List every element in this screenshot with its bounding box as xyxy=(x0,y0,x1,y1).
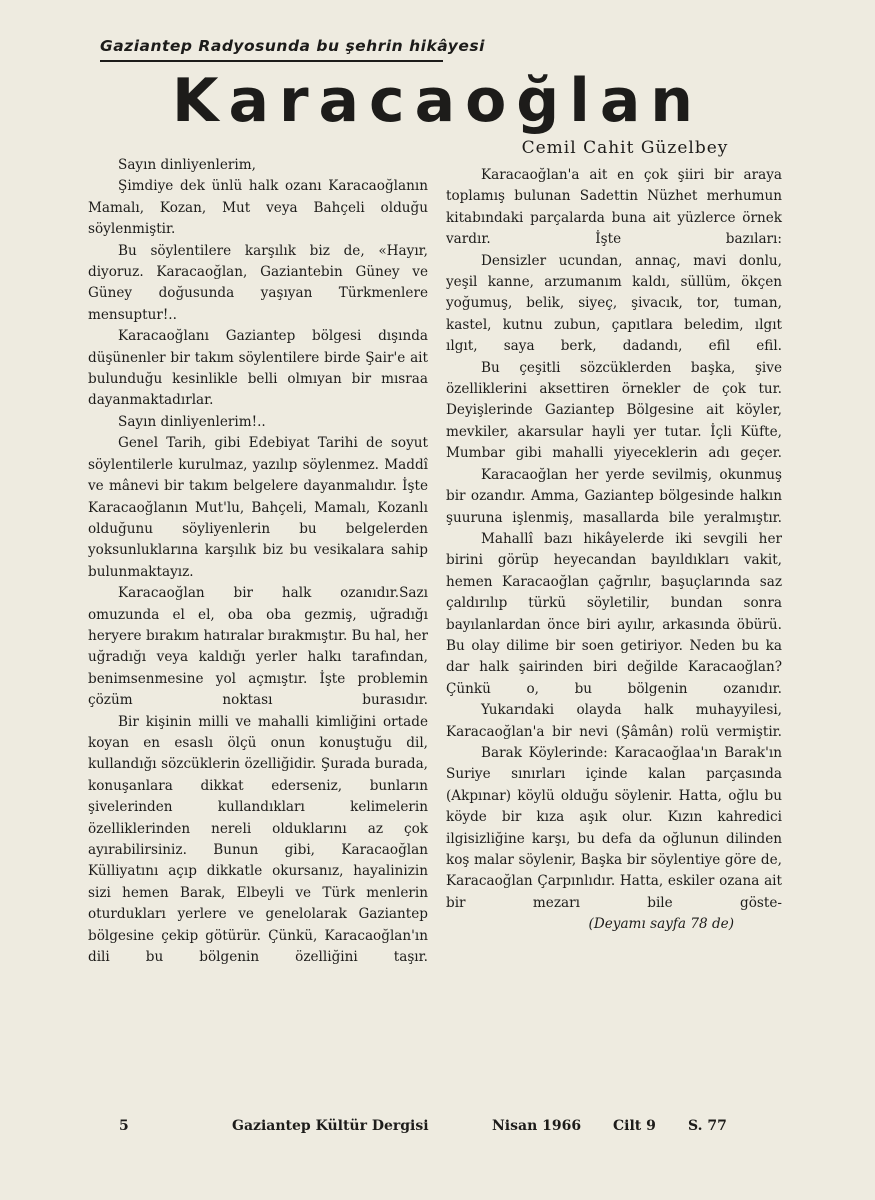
paragraph: Densizler ucundan, annaç, mavi donlu, yeşil kanne, arzumanım kaldı, süllüm, ökçen yoğumuş, belik, siyeç, şivacık, tor, tuman, kastel, kutnu zubun, çapıtlara beledim, ılgıt ılgıt, saya berk, dadandı, efil efil. xyxy=(446,252,782,355)
paragraph: Yukarıdaki olayda halk muhayyilesi, Karacaoğlan'a bir nevi (Şâmân) rolü vermiştir. xyxy=(446,702,782,740)
paragraph: Genel Tarih, gibi Edebiyat Tarihi de soyut söylentilerle kurulmaz, yazılıp söylenmez. Maddî ve mânevi bir takım belgelere dayanmalıdır. İşte Karacaoğlanın Mut'lu, Bahçeli, Mamalı, Kozanlı olduğunu söyliyenlerin bu belgelerden yoksunluklarına karşılık biz bu vesikalara sahip bulunmaktayız. xyxy=(88,435,428,580)
paragraph: Karacaoğlan bir halk ozanıdır.Sazı omuzunda el el, oba oba gezmiş, uğradığı heryere bırakım hatıralar bırakmıştır. Bu hal, her uğradığı veya kaldığı yerler halkı tarafından, benimsenmesine yol açmıştır. İşte problemin çözüm noktası burasıdır. xyxy=(88,585,428,709)
paragraph: Şimdiye dek ünlü halk ozanı Karacaoğlanın Mamalı, Kozan, Mut veya Bahçeli olduğu söylenmiştir. xyxy=(88,178,428,238)
paragraph: Sayın dinliyenlerim, xyxy=(118,157,256,173)
paragraph: Bir kişinin milli ve mahalli kimliğini ortade koyan en esaslı ölçü onun konuştuğu dil, kullandığı sözcüklerin özelliğidir. Şurada burada, konuşanlara dikkat ederseniz, bunların şivelerinden kullandıkları kelimelerin özelliklerinden nereli olduklarını az çok ayırabilirsiniz. Bunun gibi, Karacaoğlan Külliyatını açıp dikkatle okursanız, hayalinizin sizi hemen Barak, Elbeyli ve Türk menlerin oturdukları yerlere ve genelolarak Gaziantep bölgesine çekip götürür. Çünkü, Karacaoğlan'ın dili bu bölgenin özelliğini taşır. xyxy=(88,713,428,966)
paragraph: Karacaoğlan'a ait en çok şiiri bir araya toplamış bulunan Sadettin Nüzhet merhumun kitabındaki parçalarda buna ait yüzlerce örnek vardır. İşte bazıları: xyxy=(446,167,782,248)
page-number: 5 xyxy=(119,1118,129,1134)
right-column xyxy=(446,165,782,936)
paragraph: Bu söylentilere karşılık biz de, «Hayır, diyoruz. Karacaoğlan, Gaziantebin Güney ve Güney doğusunda yaşıyan Türkmenlere mensuptur!.. xyxy=(88,242,428,323)
left-column xyxy=(88,155,428,968)
paragraph: Bu çeşitli sözcüklerden başka, şive özelliklerini aksettiren örnekler de çok tur. Deyişlerinde Gaziantep Bölgesine ait köyler, mevkiler, akarsular hayli yer tutar. İçli Küfte, Mumbar gibi mahalli yiyeceklerin adı geçer. xyxy=(446,359,782,462)
continuation-note: (Deyamı sayfa 78 de) xyxy=(588,916,734,933)
article-title: Karacaoğlan xyxy=(171,66,704,136)
volume-number: Cilt 9 xyxy=(613,1118,656,1134)
issue-number: S. 77 xyxy=(688,1118,727,1134)
magazine-name: Gaziantep Kültür Dergisi xyxy=(232,1118,429,1134)
paragraph: Mahallî bazı hikâyelerde iki sevgili her birini görüp heyecandan bayıldıkları vakit, hemen Karacaoğlan çağrılır, başuçlarında saz çaldırılıp türkü söyletilir, bundan sonra bayılanlardan önce biri ayılır, arkasında öbürü. Bu olay dilime bir soen getiriyor. Neden bu ka dar halk şairinden biri değilde Karacaoğlan? Çünkü o, bu bölgenin ozanıdır. xyxy=(446,530,782,697)
author-name: Cemil Cahit Güzelbey xyxy=(521,138,729,158)
paragraph: Karacaoğlanı Gaziantep bölgesi dışında düşünenler bir takım söylentilere birde Şair'e ait bulunduğu kesinlikle belli olmıyan bir mısraa dayanmaktadırlar. xyxy=(88,328,428,409)
paragraph: Barak Köylerinde: Karacaoğlaa'ın Barak'ın Suriye sınırları içinde kalan parçasında (Akpınar) köylü olduğu söylenir. Hatta, oğlu bu köyde bir kıza aşık olur. Kızın kahredici ilgisizliğine karşı, bu defa da oğlunun dilinden koş malar söylenir, Başka bir söylentiye göre de, Karacaoğlan Çarpınlıdır. Hatta, eskiler ozana ait bir mezarı bile göste- xyxy=(446,744,782,911)
kicker-line: Gaziantep Radyosunda bu şehrin hikâyesi xyxy=(100,37,485,55)
issue-date: Nisan 1966 xyxy=(492,1118,582,1134)
paragraph: Sayın dinliyenlerim!.. xyxy=(118,413,266,430)
kicker-rule xyxy=(100,60,443,62)
paragraph: Karacaoğlan her yerde sevilmiş, okunmuş bir ozandır. Amma, Gaziantep bölgesinde halkın şuuruna işlenmiş, masallarda bile yeralmıştır. xyxy=(446,466,782,526)
